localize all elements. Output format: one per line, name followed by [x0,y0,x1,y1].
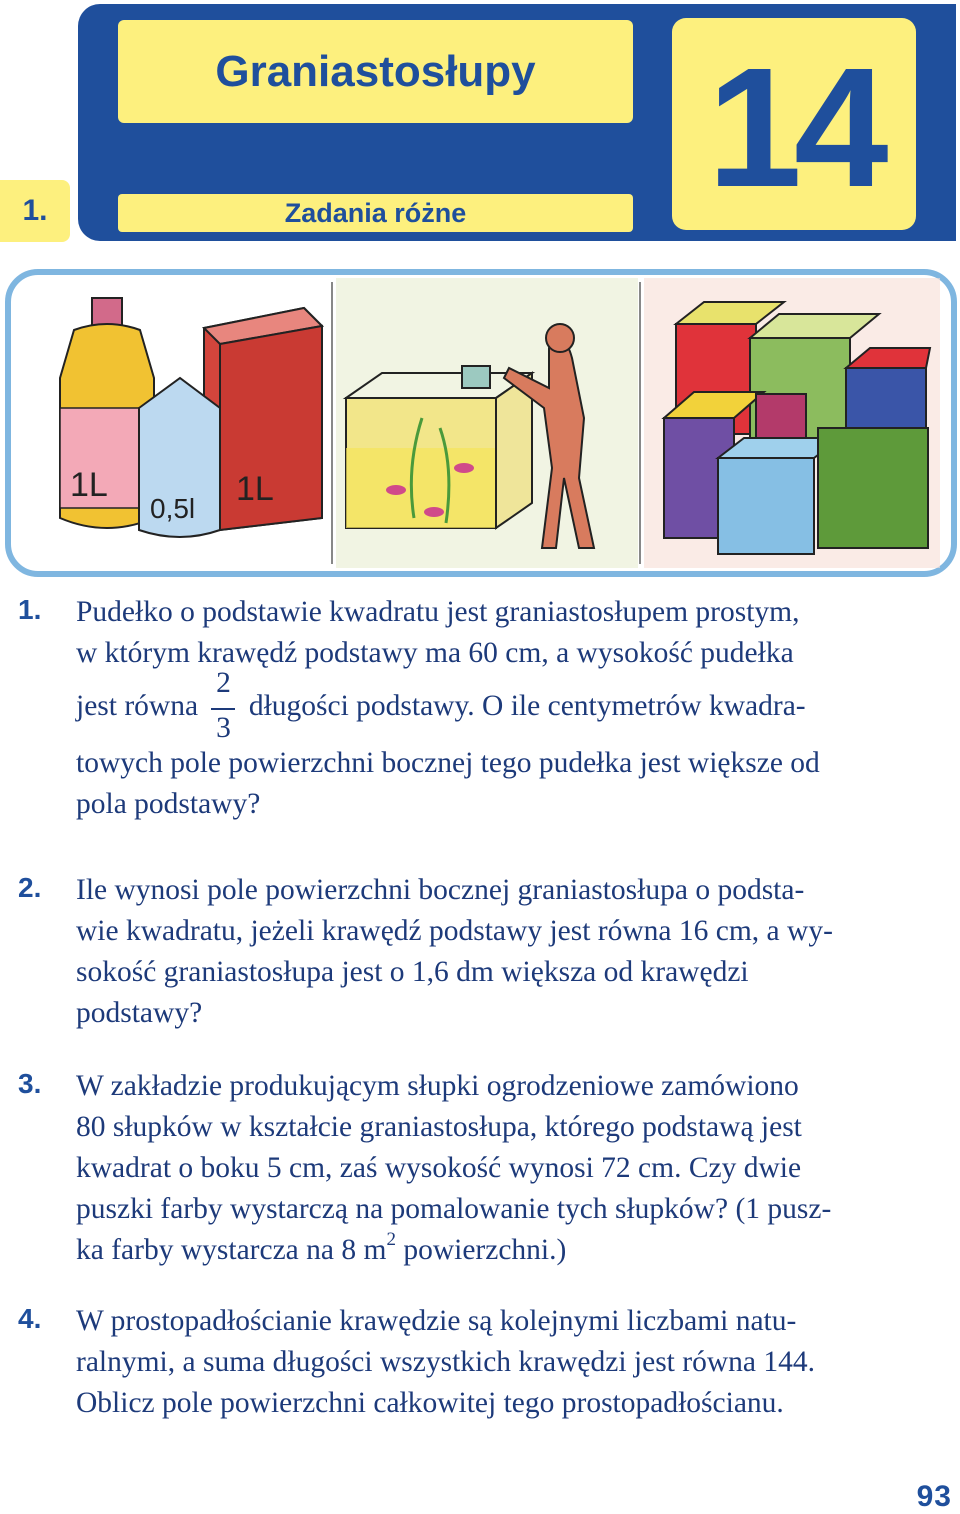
task-number: 4. [18,1303,42,1334]
aquarium-drawing [336,278,638,568]
task-4 [76,1301,960,1424]
task-line: ka farby wystarcza na 8 m [76,1234,387,1266]
bottle-label: 1L [70,466,108,504]
section-title-box [118,194,633,232]
task-line: sokość graniastosłupa jest o 1,6 dm większa od krawędzi [76,956,749,988]
chapter-title-box [118,20,633,123]
task-line: 80 słupków w kształcie graniastosłupa, którego podstawą jest [76,1111,802,1143]
fraction-numerator: 2 [216,667,231,699]
box-label: 1L [236,470,274,508]
carton-label: 0,5l [150,493,196,524]
fraction-denominator: 3 [216,712,231,744]
task-2 [76,870,960,1034]
page-number: 93 [916,1480,952,1513]
task-number: 3. [18,1068,42,1099]
task-line: długości podstawy. O ile centymetrów kwadra- [248,690,806,722]
superscript: 2 [386,1229,396,1250]
prisms-illustration [4,268,958,580]
task-line: podstawy? [76,997,203,1029]
task-line: Ile wynosi pole powierzchni bocznej graniastosłupa o podsta- [76,874,805,906]
task-line-with-superscript [76,1230,960,1271]
task-line: kwadrat o boku 5 cm, zaś wysokość wynosi 72 cm. Czy dwie [76,1152,802,1184]
task-line: puszki farby wystarczą na pomalowanie tych słupków? (1 pusz- [76,1193,832,1225]
task-line: wie kwadratu, jeżeli krawędź podstawy jest równa 16 cm, a wy- [76,915,833,947]
task-line: w którym krawędź podstawy ma 60 cm, a wysokość pudełka [76,637,794,669]
task-1 [76,592,960,825]
section-title: Zadania różne [284,197,467,228]
section-number: 1. [22,194,48,227]
chapter-title: Graniastosłupy [215,46,536,96]
task-line: jest równa [76,690,199,722]
task-number: 1. [18,594,42,625]
task-line: W prostopadłościanie krawędzie są kolejnymi liczbami natu- [76,1305,797,1337]
task-line: W zakładzie produkującym słupki ogrodzeniowe zamówiono [76,1070,799,1102]
chapter-number-box [672,18,916,230]
task-line: pola podstawy? [76,788,261,820]
prisms-drawing [644,278,940,568]
task-line: ralnymi, a suma długości wszystkich krawędzi jest równa 144. [76,1346,815,1378]
task-3 [76,1066,960,1271]
task-number: 2. [18,872,42,903]
task-line: powierzchni.) [403,1234,567,1266]
task-line: Oblicz pole powierzchni całkowitej tego prostopadłościanu. [76,1387,784,1419]
section-number-box [0,180,70,242]
chapter-number: 14 [707,33,881,223]
task-line: Pudełko o podstawie kwadratu jest graniastosłupem prostym, [76,596,800,628]
fraction [205,667,241,744]
task-line-with-fraction [76,667,960,744]
task-line: towych pole powierzchni bocznej tego pudełka jest większe od [76,747,820,779]
